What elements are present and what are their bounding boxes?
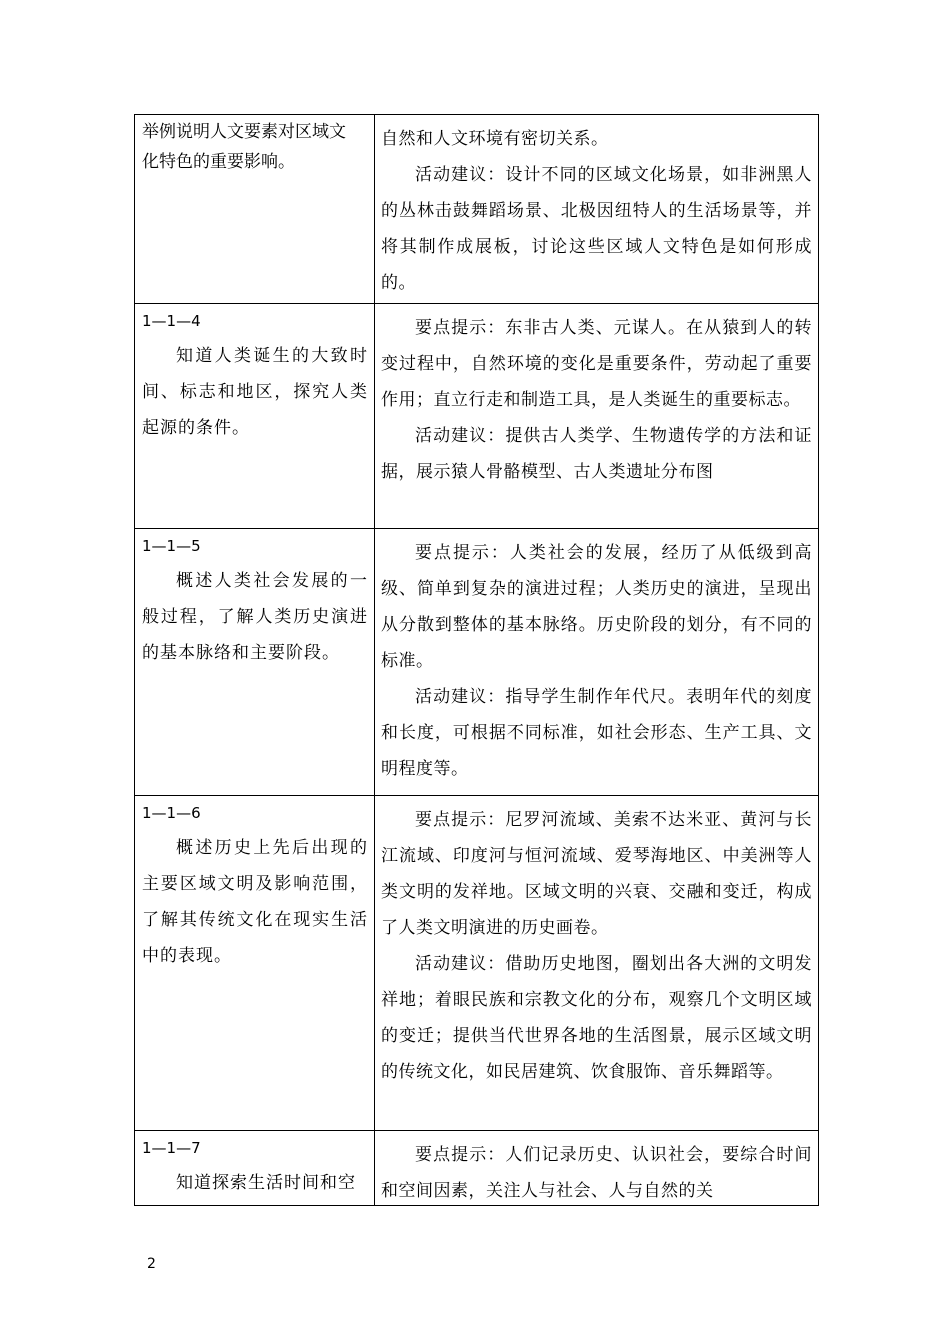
guidance-cell [375, 529, 818, 795]
objective-text: 概述历史上先后出现的主要区域文明及影响范围，了解其传统文化在现实生活中的表现。 [142, 838, 368, 966]
table-row [135, 795, 818, 1130]
key-points-paragraph: 要点提示：人们记录历史、认识社会，要综合时间和空间因素，关注人与社会、人与自然的关 [381, 1145, 812, 1201]
table-row [135, 115, 818, 303]
objective-text: 知道人类诞生的大致时间、标志和地区，探究人类起源的条件。 [142, 346, 368, 438]
objective-cell [135, 1131, 375, 1205]
standard-code: 1—1—6 [142, 804, 201, 822]
guidance-cell [375, 115, 818, 303]
objective-cell [135, 304, 375, 528]
objective-line: 举例说明人文要素对区域文 [142, 122, 346, 142]
key-points-paragraph: 要点提示：尼罗河流域、美索不达米亚、黄河与长江流域、印度河与恒河流域、爱琴海地区、中美洲等人类文明的发祥地。区域文明的兴衰、交融和变迁，构成了人类文明演进的历史画卷。 [381, 810, 812, 938]
page-number: 2 [147, 1256, 156, 1272]
table-row [135, 303, 818, 528]
objective-line: 化特色的重要影响。 [142, 152, 295, 172]
activity-paragraph: 活动建议：借助历史地图，圈划出各大洲的文明发祥地；着眼民族和宗教文化的分布，观察几个文明区域的变迁；提供当代世界各地的生活图景，展示区域文明的传统文化，如民居建筑、饮食服饰、音乐舞蹈等。 [381, 954, 812, 1082]
objective-cell [135, 796, 375, 1130]
guidance-cell [375, 304, 818, 528]
key-points-paragraph: 要点提示：东非古人类、元谋人。在从猿到人的转变过程中，自然环境的变化是重要条件，劳动起了重要作用；直立行走和制造工具，是人类诞生的重要标志。 [381, 318, 812, 410]
standard-code: 1—1—5 [142, 537, 201, 555]
objective-cell [135, 115, 375, 303]
standard-code: 1—1—4 [142, 312, 201, 330]
standard-code: 1—1—7 [142, 1139, 201, 1157]
table-row [135, 528, 818, 795]
key-points-paragraph: 要点提示：人类社会的发展，经历了从低级到高级、简单到复杂的演进过程；人类历史的演进，呈现出从分散到整体的基本脉络。历史阶段的划分，有不同的标准。 [381, 543, 812, 671]
table-row [135, 1130, 818, 1205]
objective-text: 概述人类社会发展的一般过程，了解人类历史演进的基本脉络和主要阶段。 [142, 571, 368, 663]
guidance-paragraph: 自然和人文环境有密切关系。 [381, 129, 609, 149]
guidance-cell [375, 796, 818, 1130]
objective-cell [135, 529, 375, 795]
activity-paragraph: 活动建议：提供古人类学、生物遗传学的方法和证据，展示猿人骨骼模型、古人类遗址分布图 [381, 426, 812, 482]
activity-paragraph: 活动建议：设计不同的区域文化场景，如非洲黑人的丛林击鼓舞蹈场景、北极因纽特人的生活场景等，并将其制作成展板，讨论这些区域人文特色是如何形成的。 [381, 165, 812, 293]
standards-table [134, 114, 819, 1206]
objective-text: 知道探索生活时间和空 [176, 1173, 356, 1193]
activity-paragraph: 活动建议：指导学生制作年代尺。表明年代的刻度和长度，可根据不同标准，如社会形态、生产工具、文明程度等。 [381, 687, 812, 779]
guidance-cell [375, 1131, 818, 1205]
